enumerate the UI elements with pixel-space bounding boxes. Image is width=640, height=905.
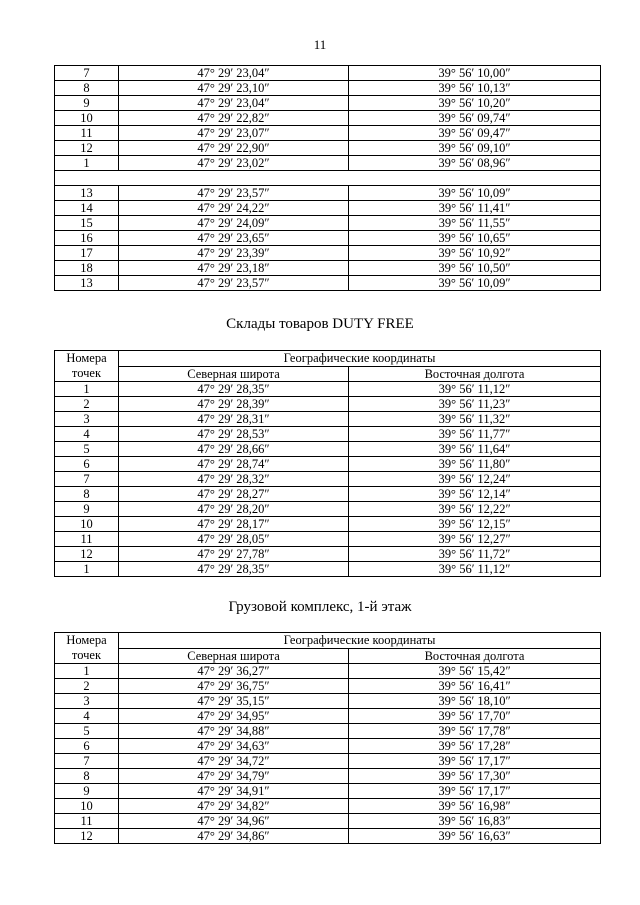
table-row [55,547,601,562]
table-row [55,532,601,547]
point-number-cell: 9 [55,502,119,517]
longitude-cell: 39° 56′ 12,14″ [349,487,601,502]
longitude-cell: 39° 56′ 16,41″ [349,679,601,694]
longitude-cell: 39° 56′ 12,27″ [349,532,601,547]
longitude-cell: 39° 56′ 11,55″ [349,216,601,231]
point-number-cell: 8 [55,487,119,502]
latitude-cell: 47° 29′ 23,57″ [119,276,349,291]
latitude-cell: 47° 29′ 28,53″ [119,427,349,442]
table-row [55,487,601,502]
point-number-cell: 12 [55,829,119,844]
table-row [55,216,601,231]
point-number-cell: 1 [55,562,119,577]
point-number-cell: 6 [55,457,119,472]
longitude-cell: 39° 56′ 11,64″ [349,442,601,457]
table-row [55,186,601,201]
longitude-cell: 39° 56′ 10,50″ [349,261,601,276]
latitude-cell: 47° 29′ 28,05″ [119,532,349,547]
point-number-cell: 12 [55,141,119,156]
latitude-cell: 47° 29′ 34,63″ [119,739,349,754]
latitude-cell: 47° 29′ 28,35″ [119,382,349,397]
longitude-cell: 39° 56′ 11,72″ [349,547,601,562]
section-title-cargo-complex: Грузовой комплекс, 1-й этаж [228,599,412,615]
table-row [55,679,601,694]
header-points: Номера точек [55,633,119,664]
point-number-cell: 2 [55,679,119,694]
latitude-cell: 47° 29′ 24,09″ [119,216,349,231]
point-number-cell: 12 [55,547,119,562]
header-latitude: Северная широта [119,648,349,664]
latitude-cell: 47° 29′ 36,27″ [119,664,349,679]
latitude-cell: 47° 29′ 28,35″ [119,562,349,577]
header-longitude: Восточная долгота [349,366,601,382]
table-row [55,276,601,291]
point-number-cell: 16 [55,231,119,246]
point-number-cell: 3 [55,412,119,427]
longitude-cell: 39° 56′ 17,17″ [349,784,601,799]
point-number-cell: 5 [55,724,119,739]
latitude-cell: 47° 29′ 28,27″ [119,487,349,502]
table-row [55,472,601,487]
longitude-cell: 39° 56′ 10,92″ [349,246,601,261]
latitude-cell: 47° 29′ 23,07″ [119,126,349,141]
table-spacer-row [55,171,601,186]
latitude-cell: 47° 29′ 34,91″ [119,784,349,799]
longitude-cell: 39° 56′ 15,42″ [349,664,601,679]
table-row [55,517,601,532]
table-row [55,382,601,397]
latitude-cell: 47° 29′ 28,32″ [119,472,349,487]
longitude-cell: 39° 56′ 11,32″ [349,412,601,427]
point-number-cell: 11 [55,126,119,141]
point-number-cell: 1 [55,664,119,679]
cargo-complex-coordinates-table [54,632,601,844]
table-row [55,724,601,739]
point-number-cell: 3 [55,694,119,709]
table-row [55,412,601,427]
latitude-cell: 47° 29′ 34,95″ [119,709,349,724]
point-number-cell: 9 [55,784,119,799]
latitude-cell: 47° 29′ 23,18″ [119,261,349,276]
point-number-cell: 11 [55,814,119,829]
point-number-cell: 14 [55,201,119,216]
point-number-cell: 18 [55,261,119,276]
longitude-cell: 39° 56′ 16,98″ [349,799,601,814]
header-coordinates: Географические координаты [119,351,601,367]
table-row [55,111,601,126]
point-number-cell: 7 [55,472,119,487]
latitude-cell: 47° 29′ 34,82″ [119,799,349,814]
table-row [55,709,601,724]
longitude-cell: 39° 56′ 16,63″ [349,829,601,844]
latitude-cell: 47° 29′ 28,74″ [119,457,349,472]
table-row [55,784,601,799]
longitude-cell: 39° 56′ 11,23″ [349,397,601,412]
page-number: 11 [313,37,327,52]
latitude-cell: 47° 29′ 34,79″ [119,769,349,784]
point-number-cell: 2 [55,397,119,412]
point-number-cell: 15 [55,216,119,231]
longitude-cell: 39° 56′ 09,74″ [349,111,601,126]
table-row [55,694,601,709]
latitude-cell: 47° 29′ 23,57″ [119,186,349,201]
table-row [55,664,601,679]
table-row [55,442,601,457]
longitude-cell: 39° 56′ 18,10″ [349,694,601,709]
latitude-cell: 47° 29′ 23,10″ [119,81,349,96]
latitude-cell: 47° 29′ 24,22″ [119,201,349,216]
latitude-cell: 47° 29′ 23,04″ [119,66,349,81]
point-number-cell: 10 [55,799,119,814]
point-number-cell: 5 [55,442,119,457]
table-row [55,799,601,814]
table-row [55,231,601,246]
table-row [55,397,601,412]
longitude-cell: 39° 56′ 09,10″ [349,141,601,156]
point-number-cell: 10 [55,111,119,126]
longitude-cell: 39° 56′ 17,17″ [349,754,601,769]
latitude-cell: 47° 29′ 28,20″ [119,502,349,517]
longitude-cell: 39° 56′ 08,96″ [349,156,601,171]
point-number-cell: 1 [55,156,119,171]
table-row [55,562,601,577]
longitude-cell: 39° 56′ 10,00″ [349,66,601,81]
section-title-duty-free: Склады товаров DUTY FREE [226,316,414,332]
point-number-cell: 6 [55,739,119,754]
point-number-cell: 7 [55,66,119,81]
longitude-cell: 39° 56′ 17,70″ [349,709,601,724]
table-row [55,201,601,216]
table-row [55,739,601,754]
longitude-cell: 39° 56′ 11,12″ [349,562,601,577]
point-number-cell: 17 [55,246,119,261]
longitude-cell: 39° 56′ 16,83″ [349,814,601,829]
coordinates-table-continued [54,65,601,291]
longitude-cell: 39° 56′ 10,13″ [349,81,601,96]
table-row [55,427,601,442]
longitude-cell: 39° 56′ 17,30″ [349,769,601,784]
latitude-cell: 47° 29′ 22,90″ [119,141,349,156]
point-number-cell: 13 [55,186,119,201]
point-number-cell: 7 [55,754,119,769]
point-number-cell: 13 [55,276,119,291]
header-coordinates: Географические координаты [119,633,601,649]
longitude-cell: 39° 56′ 11,12″ [349,382,601,397]
point-number-cell: 4 [55,427,119,442]
table-row [55,81,601,96]
table-row [55,141,601,156]
latitude-cell: 47° 29′ 28,17″ [119,517,349,532]
latitude-cell: 47° 29′ 23,04″ [119,96,349,111]
longitude-cell: 39° 56′ 10,65″ [349,231,601,246]
longitude-cell: 39° 56′ 10,09″ [349,276,601,291]
latitude-cell: 47° 29′ 34,86″ [119,829,349,844]
latitude-cell: 47° 29′ 36,75″ [119,679,349,694]
longitude-cell: 39° 56′ 12,22″ [349,502,601,517]
latitude-cell: 47° 29′ 35,15″ [119,694,349,709]
latitude-cell: 47° 29′ 23,02″ [119,156,349,171]
longitude-cell: 39° 56′ 17,78″ [349,724,601,739]
latitude-cell: 47° 29′ 34,96″ [119,814,349,829]
longitude-cell: 39° 56′ 12,15″ [349,517,601,532]
latitude-cell: 47° 29′ 28,31″ [119,412,349,427]
table-row [55,754,601,769]
longitude-cell: 39° 56′ 10,09″ [349,186,601,201]
latitude-cell: 47° 29′ 28,39″ [119,397,349,412]
latitude-cell: 47° 29′ 34,72″ [119,754,349,769]
latitude-cell: 47° 29′ 23,65″ [119,231,349,246]
latitude-cell: 47° 29′ 28,66″ [119,442,349,457]
header-points: Номера точек [55,351,119,382]
point-number-cell: 11 [55,532,119,547]
point-number-cell: 8 [55,769,119,784]
table-row [55,126,601,141]
table-row [55,769,601,784]
latitude-cell: 47° 29′ 34,88″ [119,724,349,739]
longitude-cell: 39° 56′ 17,28″ [349,739,601,754]
longitude-cell: 39° 56′ 11,77″ [349,427,601,442]
table-row [55,457,601,472]
header-latitude: Северная широта [119,366,349,382]
latitude-cell: 47° 29′ 22,82″ [119,111,349,126]
longitude-cell: 39° 56′ 11,80″ [349,457,601,472]
point-number-cell: 8 [55,81,119,96]
table-row [55,814,601,829]
latitude-cell: 47° 29′ 23,39″ [119,246,349,261]
table-row [55,246,601,261]
longitude-cell: 39° 56′ 11,41″ [349,201,601,216]
point-number-cell: 1 [55,382,119,397]
longitude-cell: 39° 56′ 09,47″ [349,126,601,141]
table-row [55,156,601,171]
point-number-cell: 10 [55,517,119,532]
duty-free-coordinates-table [54,350,601,577]
latitude-cell: 47° 29′ 27,78″ [119,547,349,562]
longitude-cell: 39° 56′ 12,24″ [349,472,601,487]
point-number-cell: 9 [55,96,119,111]
table-row [55,66,601,81]
table-row [55,502,601,517]
header-longitude: Восточная долгота [349,648,601,664]
table-row [55,96,601,111]
table-row [55,261,601,276]
table-row [55,829,601,844]
longitude-cell: 39° 56′ 10,20″ [349,96,601,111]
point-number-cell: 4 [55,709,119,724]
